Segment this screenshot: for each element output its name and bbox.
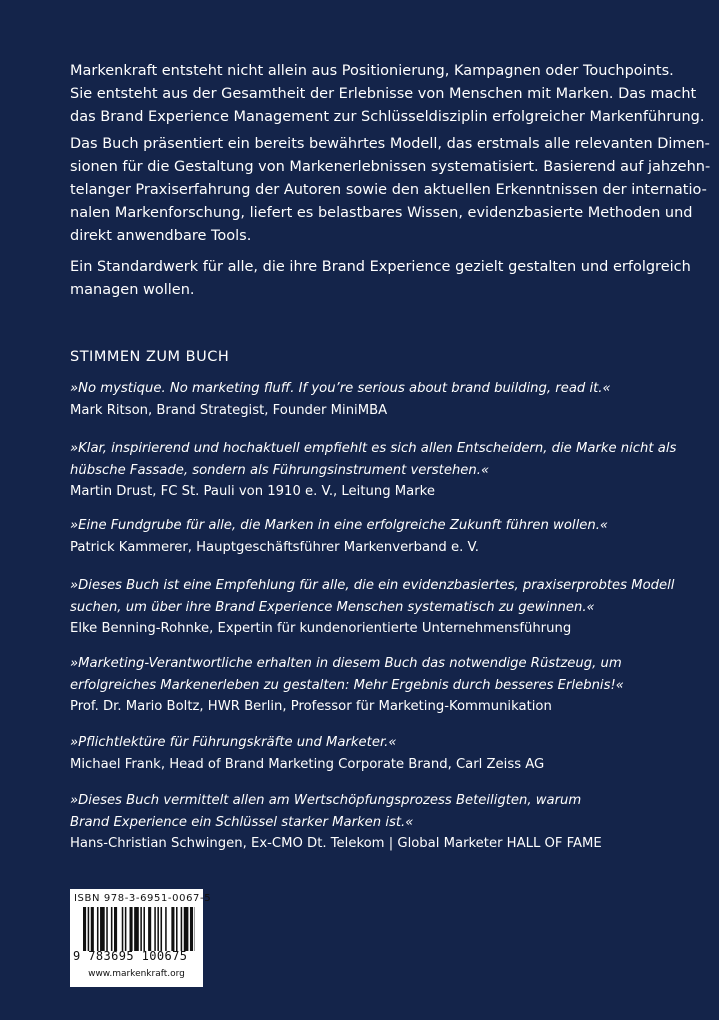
text-line: das Brand Experience Management zur Schlüsseldisziplin erfolgreicher Markenführung.: [70, 109, 705, 125]
barcode-bar: [100, 907, 105, 951]
quote-block: [70, 653, 650, 718]
quote-text: »Eine Fundgrube für alle, die Marken in eine erfolgreiche Zukunft führen wollen.«: [70, 518, 609, 533]
text-line: Das Buch präsentiert ein bereits bewährtes Modell, das erstmals alle relevanten Dimen-: [70, 136, 710, 152]
isbn-barcode-box: [70, 889, 212, 987]
barcode-bar: [114, 907, 117, 951]
barcode-bar: [143, 907, 145, 951]
section-heading: STIMMEN ZUM BUCH: [70, 349, 230, 365]
barcode-bar: [161, 907, 163, 951]
text-line: Ein Standardwerk für alle, die ihre Brand Experience gezielt gestalten und erfolgreich: [70, 259, 691, 275]
barcode-bar: [83, 907, 86, 951]
barcode-bar: [184, 907, 189, 951]
barcode-bar: [148, 907, 151, 951]
barcode-bar: [157, 907, 159, 951]
text-line: Markenkraft entsteht nicht allein aus Positionierung, Kampagnen oder Touchpoints.: [70, 63, 674, 79]
barcode-bar: [91, 907, 94, 951]
barcode-bar: [181, 907, 183, 951]
quote-block: [70, 438, 677, 503]
barcode-bar: [97, 907, 99, 951]
text-line: nalen Markenforschung, liefert es belastbares Wissen, evidenzbasierte Methoden und: [70, 205, 693, 221]
intro-paragraph-2: [70, 133, 711, 248]
barcode-bar: [88, 907, 90, 951]
quote-author: Prof. Dr. Mario Boltz, HWR Berlin, Professor für Marketing-Kommunikation: [70, 699, 552, 714]
text-line: managen wollen.: [70, 282, 195, 298]
barcode-bar: [122, 907, 124, 951]
quote-block: [70, 378, 650, 421]
quote-block: [70, 515, 650, 558]
intro-paragraph-1: [70, 60, 705, 129]
quote-author: Michael Frank, Head of Brand Marketing Corporate Brand, Carl Zeiss AG: [70, 756, 545, 772]
quote-text: »Pflichtlektüre für Führungskräfte und Marketer.«: [70, 735, 397, 750]
quote-text: »Marketing-Verantwortliche erhalten in diesem Buch das notwendige Rüstzeug, um: [70, 656, 622, 671]
quote-author: Martin Drust, FC St. Pauli von 1910 e. V., Leitung Marke: [70, 484, 435, 499]
barcode-bar: [171, 907, 174, 951]
quote-text: »Klar, inspirierend und hochaktuell empfiehlt es sich allen Entscheidern, die Marke nicht als: [70, 441, 677, 456]
intro-paragraph-3: [70, 256, 691, 302]
website-url: www.markenkraft.org: [88, 969, 185, 979]
text-line: sionen für die Gestaltung von Markenerlebnissen systematisiert. Basierend auf jahzehn-: [70, 159, 711, 175]
barcode-bar: [190, 907, 193, 951]
barcode-bar: [165, 907, 167, 951]
barcode-bar: [125, 907, 127, 951]
quote-text: erfolgreiches Markenerleben zu gestalten: Mehr Ergebnis durch besseres Erlebnis!«: [70, 677, 624, 693]
quote-author: Patrick Kammerer, Hauptgeschäftsführer Markenverband e. V.: [70, 539, 479, 555]
text-line: Sie entsteht aus der Gesamtheit der Erlebnisse von Menschen mit Marken. Das macht: [70, 86, 697, 102]
barcode-digits: 9 783695 100675: [73, 949, 188, 963]
quote-text: Brand Experience ein Schlüssel starker Marken ist.«: [70, 814, 414, 830]
quote-text: hübsche Fassade, sondern als Führungsinstrument verstehen.«: [70, 462, 490, 478]
quote-block: [70, 790, 650, 855]
quote-author: Hans-Christian Schwingen, Ex-CMO Dt. Telekom | Global Marketer HALL OF FAME: [70, 836, 602, 851]
quote-block: [70, 575, 675, 640]
barcode-icon: [83, 907, 195, 951]
barcode-bar: [140, 907, 142, 951]
quote-text: suchen, um über ihre Brand Experience Menschen systematisch zu gewinnen.«: [70, 599, 595, 615]
isbn-label: ISBN 978-3-6951-0067-5: [74, 893, 212, 904]
barcode-bar: [154, 907, 156, 951]
barcode-bar: [134, 907, 139, 951]
quote-block: [70, 732, 650, 775]
barcode-bar: [176, 907, 178, 951]
text-line: direkt anwendbare Tools.: [70, 228, 252, 244]
quote-text: »Dieses Buch ist eine Empfehlung für alle, die ein evidenzbasiertes, praxiserprobtes Modell: [70, 578, 675, 593]
quote-author: Mark Ritson, Brand Strategist, Founder MiniMBA: [70, 402, 388, 418]
barcode-bar: [111, 907, 113, 951]
barcode-bar: [106, 907, 108, 951]
text-line: telanger Praxiserfahrung der Autoren sowie den aktuellen Erkenntnissen der internatio-: [70, 182, 707, 198]
barcode-bar: [130, 907, 133, 951]
quote-text: »No mystique. No marketing fluff. If you’re serious about brand building, read it.«: [70, 381, 611, 396]
quote-text: »Dieses Buch vermittelt allen am Wertschöpfungsprozess Beteiligten, warum: [70, 793, 582, 808]
quote-author: Elke Benning-Rohnke, Expertin für kundenorientierte Unternehmensführung: [70, 621, 572, 636]
